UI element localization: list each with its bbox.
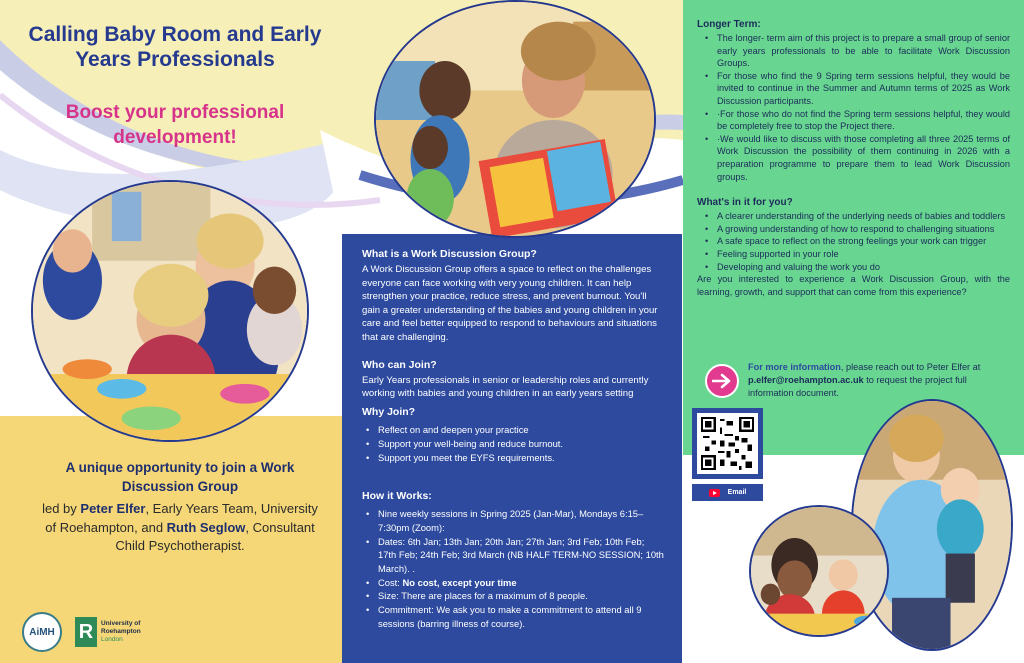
what-is-heading: What is a Work Discussion Group? bbox=[362, 248, 537, 260]
list-item: • Size: There are places for a maximum of 8 people. bbox=[362, 589, 664, 602]
leader-role-1: , Early Years Team, University of Roehampton, bbox=[45, 501, 318, 535]
list-item: • A growing understanding of how to respond to challenging situations bbox=[697, 223, 1010, 236]
list-item: • Reflect on and deepen your practice bbox=[362, 423, 664, 436]
roehampton-line-1: University of bbox=[101, 620, 141, 627]
list-item: • The longer- term aim of this project is to prepare a small group of senior early years professionals to be able to facilitate Work Discussion Groups. bbox=[697, 32, 1010, 70]
interest-question: Are you interested to experience a Work Discussion Group, with the learning, growth, and support that can come from this experience? bbox=[697, 274, 1010, 297]
list-item: • A safe space to reflect on the strong feelings your work can trigger bbox=[697, 235, 1010, 248]
list-item: • Commitment: We ask you to make a commitment to attend all 9 sessions (barring illness of course). bbox=[362, 603, 664, 630]
photo-teacher-reading bbox=[374, 0, 656, 238]
list-item: • Nine weekly sessions in Spring 2025 (Jan-Mar), Mondays 6:15–7:30pm (Zoom): bbox=[362, 507, 664, 534]
roehampton-line-2: Roehampton bbox=[101, 628, 141, 635]
info-panel bbox=[342, 234, 682, 663]
contact-lead: For more information bbox=[748, 362, 841, 372]
leader-name-1: Peter Elfer bbox=[80, 501, 146, 516]
whats-in-it-heading: What's in it for you? bbox=[697, 197, 793, 209]
photo-classroom-toddlers bbox=[31, 180, 309, 442]
what-is-body: A Work Discussion Group offers a space to reflect on the challenges everyone can face working with very young children. It can help strengthen your practice, reduce stress, and prevent burnout. You'll gain a greater understanding of the babies and young children in your care and feel better equipped to respond to behaviours and situations that are challenging. bbox=[362, 264, 658, 343]
why-join-list bbox=[362, 423, 664, 464]
arrow-right-icon bbox=[705, 364, 739, 398]
contact-info bbox=[748, 361, 1010, 399]
photo-kids-activity bbox=[749, 505, 889, 637]
and-text: and bbox=[141, 519, 167, 535]
list-item: • ·We would like to discuss with those completing all three 2025 terms of Work Discussion the possibility of them continuing in 2026 with a preparation programme to prepare them to lead Work Discussion groups. bbox=[697, 133, 1010, 183]
list-item: • A clearer understanding of the underlying needs of babies and toddlers bbox=[697, 210, 1010, 223]
email-button[interactable] bbox=[692, 484, 763, 501]
roehampton-line-3: London bbox=[101, 636, 123, 643]
how-it-works-heading: How it Works: bbox=[362, 490, 432, 503]
list-item: • Dates: 6th Jan; 13th Jan; 20th Jan; 27th Jan; 3rd Feb; 10th Feb; 17th Feb; 24th Feb; 3rd March (NB HALF TERM-NO SESSION; 10th March). . bbox=[362, 535, 664, 575]
list-item: • Support you meet the EYFS requirements. bbox=[362, 451, 664, 464]
cost-value: No cost, except your time bbox=[402, 576, 517, 588]
led-by-text: led by bbox=[42, 501, 81, 516]
contact-text-2: to request the project full information document. bbox=[748, 374, 967, 398]
who-can-join-body: Early Years professionals in senior or leadership roles and currently working with babies and young children in an early years setting bbox=[362, 374, 649, 400]
aimh-logo-text: AiMH bbox=[29, 626, 55, 638]
list-item: • Feeling supported in your role bbox=[697, 248, 1010, 261]
list-item: • Support your well-being and reduce burnout. bbox=[362, 437, 664, 450]
how-it-works-list bbox=[362, 507, 664, 630]
contact-email-link[interactable]: p.elfer@roehampton.ac.uk bbox=[748, 374, 864, 385]
roehampton-logo bbox=[75, 614, 165, 650]
youtube-icon bbox=[709, 489, 720, 497]
whats-in-it-list bbox=[697, 210, 1010, 273]
longer-term-list bbox=[697, 32, 1010, 183]
who-can-join-heading: Who can Join? bbox=[362, 358, 437, 371]
qr-code-icon bbox=[701, 417, 754, 470]
list-item: • Developing and valuing the work you do bbox=[697, 261, 1010, 274]
photo-carer-baby bbox=[851, 399, 1013, 651]
leader-role-2: , Consultant Child Psychotherapist. bbox=[115, 519, 315, 553]
aimh-logo bbox=[22, 612, 62, 652]
roehampton-mark: R bbox=[75, 617, 97, 647]
list-item-cost bbox=[362, 576, 664, 589]
opportunity-leaders bbox=[40, 500, 320, 556]
contact-text-1: , please reach out to Peter Elfer at bbox=[840, 362, 981, 372]
list-item: • ·For those who do not find the Spring term sessions helpful, they would be completely free to stop the Project there. bbox=[697, 108, 1010, 133]
why-join-heading: Why Join? bbox=[362, 405, 416, 418]
opportunity-heading: A unique opportunity to join a Work Discussion Group bbox=[65, 460, 295, 494]
longer-term-heading: Longer Term: bbox=[697, 19, 761, 30]
page-title: Calling Baby Room and Early Years Professionals bbox=[28, 23, 322, 71]
qr-code[interactable] bbox=[692, 408, 763, 479]
cost-label: Cost: bbox=[378, 576, 403, 588]
list-item: • For those who find the 9 Spring term sessions helpful, they would be invited to continue in the Summer and Autumn terms of 2025 as Work Discussion participants. bbox=[697, 70, 1010, 108]
email-button-label: Email bbox=[727, 489, 747, 496]
page-subtitle: Boost your professional development! bbox=[65, 102, 285, 148]
roehampton-wordmark bbox=[101, 620, 141, 644]
leader-name-2: Ruth Seglow bbox=[166, 519, 246, 535]
